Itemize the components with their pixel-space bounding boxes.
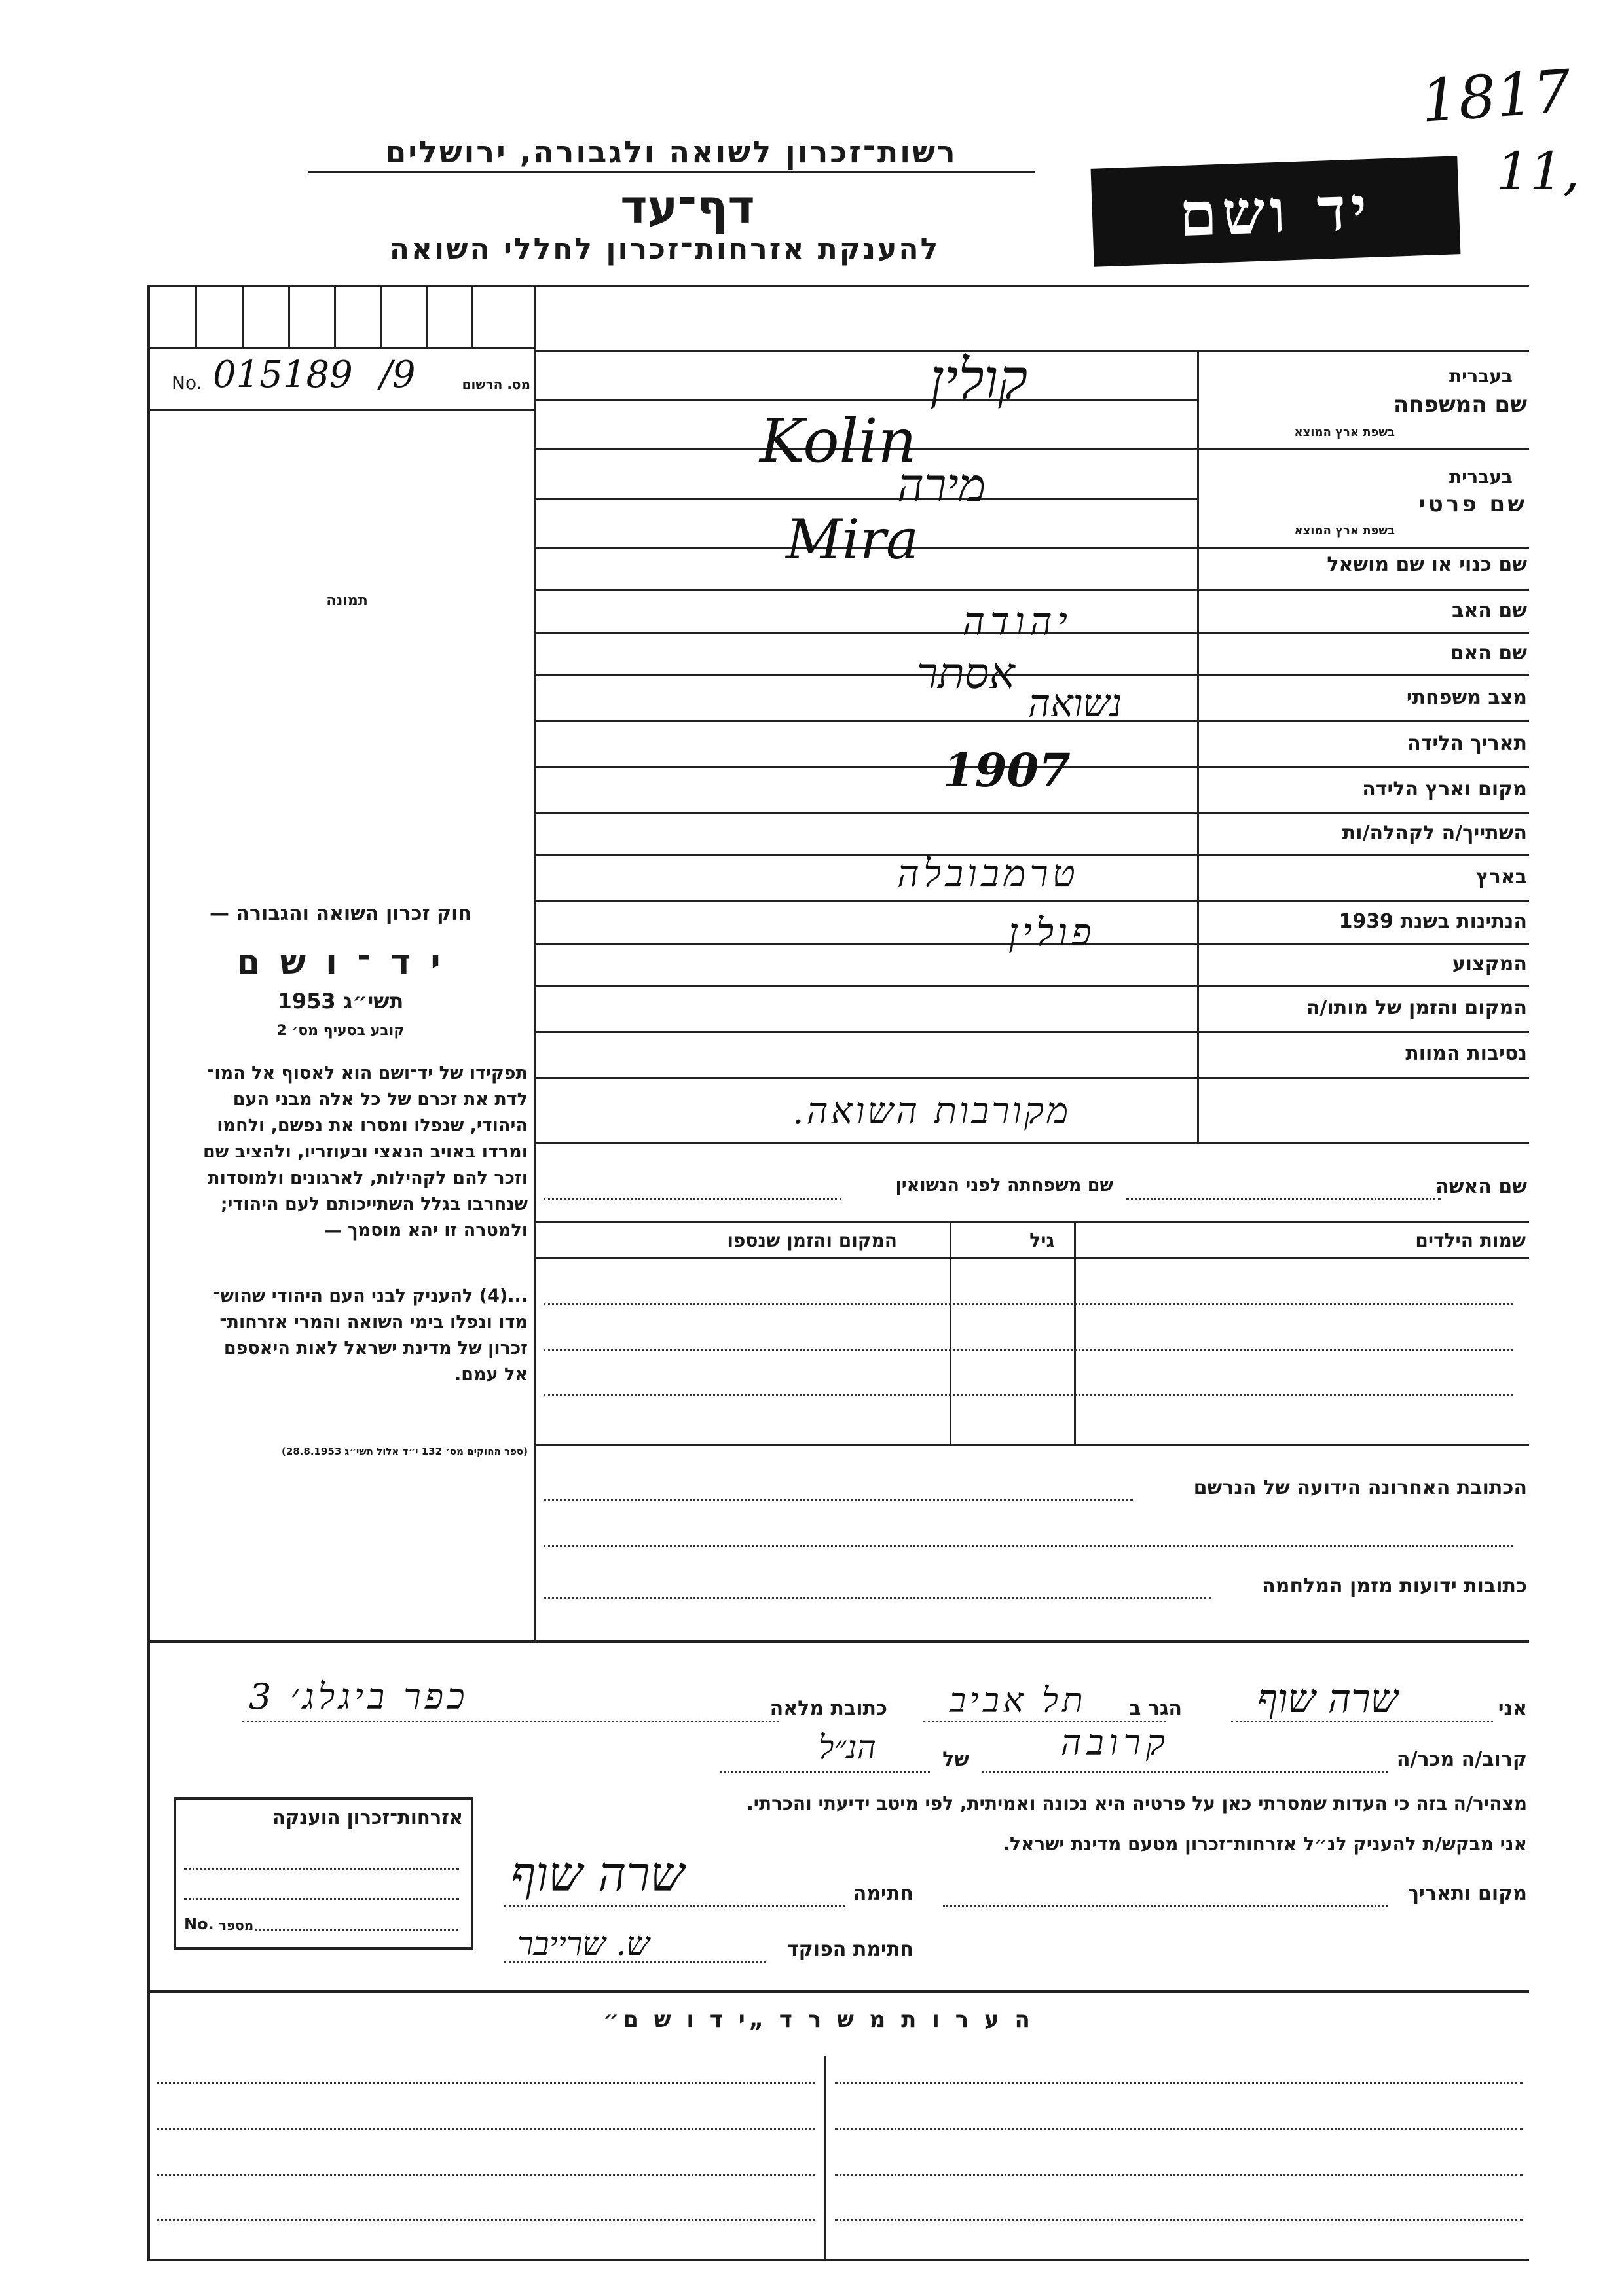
birth-place-label: מקום וארץ הלידה	[1362, 778, 1527, 801]
children-table-divider	[950, 1221, 951, 1444]
declarant-signature: שרה שוף	[511, 1846, 685, 1903]
declarant-address-field[interactable]	[242, 1721, 779, 1722]
officer-signature-field[interactable]	[504, 1961, 766, 1963]
row-line	[536, 589, 1529, 591]
death-place-label: המקום והזמן של מותו/ה	[1306, 996, 1527, 1019]
registration-no-label: No.	[172, 372, 202, 393]
law-line: שנחרבו בגלל השתייכותם לעם היהודי;	[220, 1194, 528, 1214]
row-line	[536, 985, 1529, 987]
citizenship-box-line	[184, 1898, 459, 1900]
frame-left	[147, 285, 150, 1935]
first-name-native-value: Mira	[786, 507, 919, 572]
family-name-hebrew-value: קולין	[930, 347, 1028, 411]
law-line: זכרון של מדינת ישראל לאות היאספם	[223, 1338, 528, 1358]
row-line	[536, 674, 1529, 676]
children-table-top	[536, 1221, 1529, 1223]
office-notes-line[interactable]	[157, 2174, 815, 2176]
office-notes-line[interactable]	[835, 2082, 1522, 2084]
law-line: מדו ונפלו בימי השואה והמרי אזרחות־	[219, 1312, 528, 1332]
family-name-native-value: Kolin	[760, 406, 917, 476]
registration-number: 015189	[213, 354, 353, 396]
citizenship-box	[174, 1797, 473, 1950]
first-name-label: שם פרטי	[1418, 491, 1527, 517]
frame-bottom	[147, 2259, 1529, 2261]
native-sublabel: בשפת ארץ המוצא	[1294, 524, 1395, 538]
office-notes-line[interactable]	[157, 2128, 815, 2130]
last-address-field[interactable]	[544, 1499, 1133, 1501]
citizenship-no-label: No.	[184, 1915, 214, 1933]
profession-label: המקצוע	[1452, 953, 1527, 975]
declarant-of-value: הנ״ל	[819, 1728, 876, 1766]
office-notes-title: ה ע ר ו ת מ ש ר ד „י ד ו ש ם״	[603, 2007, 1034, 2033]
tab-cell-divider	[242, 285, 244, 349]
row-line	[536, 1142, 1529, 1144]
office-notes-line[interactable]	[157, 2219, 815, 2221]
birth-date-value: 1907	[943, 743, 1071, 797]
citizenship-box-title: אזרחות־זכרון הוענקה	[272, 1806, 463, 1829]
law-name: י ד ־ ו ש ם	[236, 943, 445, 982]
law-line: לדת את זכרם של כל אלה מבני העם	[232, 1089, 528, 1110]
declarant-address-value: כפר ביגלג׳ 3	[249, 1676, 469, 1717]
tab-cell-divider	[195, 285, 197, 349]
declarant-address-label: כתובת מלאה	[769, 1697, 887, 1720]
row-line	[536, 350, 1529, 352]
law-year: תשי״ג 1953	[277, 989, 404, 1013]
children-row[interactable]	[544, 1303, 1513, 1305]
archive-number: 1817	[1418, 57, 1574, 136]
community-value: טרמבובלה	[897, 851, 1079, 896]
row-line	[536, 399, 1197, 401]
death-circumstances-label: נסיבות המוות	[1405, 1042, 1527, 1065]
children-table-divider	[1074, 1221, 1076, 1444]
row-line	[536, 1077, 1529, 1079]
law-line: אל עמם.	[454, 1364, 528, 1385]
law-paragraph-2	[155, 1283, 528, 1388]
registration-label: מס. הרשום	[462, 376, 530, 392]
registration-row-bottom	[149, 409, 536, 411]
declarant-relation-label: קרוב/ה מכר/ה	[1396, 1748, 1527, 1771]
wife-label: שם האשה	[1435, 1175, 1527, 1198]
frame-left-bottom	[147, 1931, 150, 2261]
mother-name-label: שם האם	[1450, 642, 1527, 665]
row-line	[536, 547, 1529, 549]
hebrew-sublabel: בעברית	[1449, 365, 1513, 387]
father-name-label: שם האב	[1452, 599, 1527, 622]
law-line: ...(4) להעניק לבני העם היהודי שהוש־	[213, 1286, 528, 1306]
citizenship-number-field[interactable]	[255, 1929, 458, 1931]
birth-date-label: תאריך הלידה	[1407, 732, 1527, 755]
children-names-header: שמות הילדים	[1415, 1230, 1526, 1251]
children-place-header: המקום והזמן שנספו	[727, 1230, 897, 1251]
maiden-name-field[interactable]	[544, 1198, 841, 1200]
row-line	[536, 498, 1197, 500]
citizenship-box-line	[184, 1868, 459, 1870]
declaration-text-2: אני מבקש/ת להעניק לנ״ל אזרחות־זכרון מטעם מדינת ישראל.	[1003, 1833, 1527, 1855]
tab-cell-divider	[426, 285, 428, 349]
label-column-divider	[1197, 350, 1199, 1142]
family-name-label: שם המשפחה	[1393, 392, 1527, 418]
mother-name-value: אסתר	[917, 648, 1015, 699]
marital-status-label: מצב משפחתי	[1406, 686, 1527, 709]
row-line	[536, 448, 1529, 450]
declarant-resides-label: הגר ב	[1129, 1697, 1182, 1720]
declarant-of-label: של	[942, 1748, 969, 1771]
law-line: ומרדו באויב הנאצי ובעוזריו, ולהציב שם	[202, 1142, 528, 1162]
officer-signature-label: חתימת הפוקד	[787, 1938, 913, 1961]
father-name-value: יהודה	[963, 599, 1073, 644]
war-address-label: כתובות ידועות מזמן המלחמה	[1262, 1575, 1527, 1597]
office-notes-line[interactable]	[835, 2128, 1522, 2130]
signature-label: חתימה	[853, 1882, 913, 1905]
office-notes-line[interactable]	[157, 2082, 815, 2084]
marital-status-value: נשואה	[1028, 681, 1122, 725]
law-line: היהודי, שנפלו ומסרו את נפשם, ולחמו	[217, 1116, 528, 1136]
law-title: חוק זכרון השואה והגבורה —	[209, 902, 472, 925]
declaration-text-1: מצהיר/ה בזה כי העדות שמסרתי כאן על פרטיה היא נכונה ואמיתית, לפי מיטב ידיעתי והכרתי.	[747, 1793, 1527, 1814]
children-row[interactable]	[544, 1394, 1513, 1396]
citizenship-1939-label: הנתינות בשנת 1939	[1338, 910, 1527, 933]
declarant-city-value: תל אביב	[950, 1681, 1087, 1721]
citizenship-number-label: מספר	[219, 1918, 254, 1933]
tab-cell-divider	[471, 285, 473, 349]
office-notes-line[interactable]	[835, 2174, 1522, 2176]
tab-cell-divider	[334, 285, 336, 349]
children-table-header-bottom	[536, 1257, 1529, 1259]
tab-row-bottom	[149, 347, 536, 349]
first-name-hebrew-value: מירה	[897, 458, 986, 512]
archive-mark: 11,	[1496, 141, 1580, 202]
declarant-relation-field[interactable]	[982, 1771, 1388, 1773]
law-line: תפקידו של יד־ושם הוא לאסוף אל המו־	[207, 1063, 528, 1084]
tab-cell-divider	[380, 285, 382, 349]
registration-suffix: /9	[380, 354, 416, 396]
place-date-field[interactable]	[943, 1905, 1388, 1907]
office-notes-top	[149, 1990, 1529, 1993]
signature-field[interactable]	[504, 1905, 845, 1907]
law-section: קובע בסעיף מס׳ 2	[276, 1023, 405, 1039]
officer-signature: ש. שרייבר	[517, 1925, 650, 1963]
death-circumstances-value: מקורבות השואה.	[792, 1090, 1071, 1133]
row-line	[536, 1031, 1529, 1033]
row-line	[536, 900, 1529, 902]
last-address-field-2[interactable]	[544, 1545, 1513, 1547]
law-line: ולמטרה זו יהא מוסמך —	[323, 1220, 528, 1241]
office-notes-line[interactable]	[835, 2219, 1522, 2221]
place-date-label: מקום ותאריך	[1407, 1882, 1527, 1905]
tab-cell-divider	[288, 285, 290, 349]
office-notes-divider	[824, 2056, 826, 2260]
form-title: דף־עד	[620, 180, 755, 234]
country-label: בארץ	[1475, 866, 1527, 888]
authority-name: רשות־זכרון לשואה ולגבורה, ירושלים	[308, 134, 1035, 173]
war-address-field[interactable]	[544, 1597, 1211, 1599]
law-line: וזכר להם לקהילות, לארגונים ולמוסדות	[208, 1168, 528, 1188]
declarant-i-label: אני	[1498, 1697, 1527, 1720]
declarant-relation-value: קרובה	[1061, 1722, 1170, 1763]
logo-text: יד ושם	[1177, 172, 1374, 251]
left-column-divider	[534, 285, 536, 1640]
children-row[interactable]	[544, 1349, 1513, 1351]
yad-vashem-logo	[1091, 156, 1461, 266]
law-paragraph-1	[155, 1061, 528, 1244]
children-age-header: גיל	[1029, 1230, 1054, 1251]
nickname-label: שם כנוי או שם מושאל	[1327, 553, 1527, 576]
country-value: פולין	[1008, 910, 1096, 955]
last-address-label: הכתובת האחרונה הידועה של הנרשם	[1193, 1476, 1527, 1499]
children-table-bottom	[536, 1444, 1529, 1446]
wife-field[interactable]	[1126, 1198, 1441, 1200]
maiden-name-label: שם משפחתה לפני הנשואין	[895, 1175, 1113, 1195]
declarant-section-top	[149, 1640, 1529, 1643]
law-source: (ספר החוקים מס׳ 132 י״ד אלול תשי״ג 28.8.1953)	[281, 1446, 528, 1457]
frame-top	[147, 285, 1529, 287]
declarant-of-field[interactable]	[720, 1771, 930, 1773]
community-label: השתייך/ה לקהלה/ות	[1342, 822, 1527, 845]
row-line	[536, 812, 1529, 814]
hebrew-sublabel: בעברית	[1449, 466, 1513, 488]
declarant-name-field[interactable]	[1231, 1721, 1493, 1722]
declarant-name-value: שרה שוף	[1257, 1676, 1399, 1722]
native-sublabel: בשפת ארץ המוצא	[1294, 426, 1395, 439]
form-subtitle: להענקת אזרחות־זכרון לחללי השואה	[389, 232, 940, 266]
photo-label: תמונה	[326, 592, 368, 609]
